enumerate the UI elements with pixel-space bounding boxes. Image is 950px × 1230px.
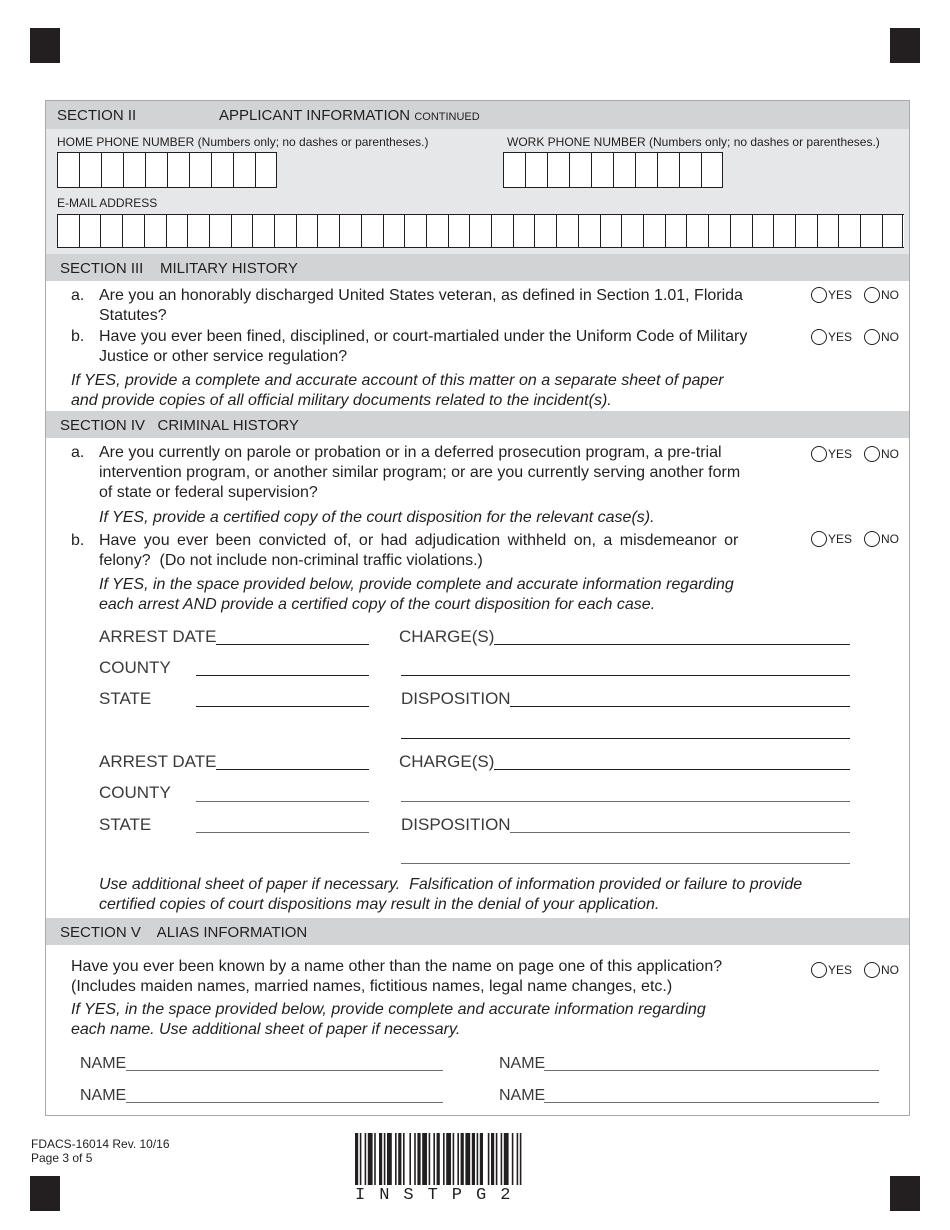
section-2-title (219, 107, 480, 124)
barcode-bar (501, 1133, 503, 1185)
state-label: STATE (99, 689, 152, 708)
barcode-bar (414, 1133, 416, 1185)
email-char-box[interactable] (752, 215, 774, 247)
question-line: Are you an honorably discharged United States veteran, as defined in Section 1.01, Florida (99, 287, 743, 304)
barcode-bar (465, 1133, 470, 1185)
barcode-bar (496, 1133, 498, 1185)
yes-radio[interactable] (811, 446, 827, 462)
no-radio[interactable] (864, 329, 880, 345)
section-4-title: SECTION IV CRIMINAL HISTORY (60, 417, 299, 434)
home-phone-boxes[interactable] (57, 152, 277, 188)
charges-label: CHARGE(S) (399, 627, 495, 646)
email-char-box[interactable] (122, 215, 144, 247)
question-line: intervention program, or another similar program; or are you currently serving another form (99, 464, 741, 481)
barcode-bar (417, 1133, 420, 1185)
name-label: NAME (499, 1087, 546, 1104)
registration-mark-bottom-left (30, 1176, 60, 1211)
barcode-bar (472, 1133, 475, 1185)
barcode-bar (437, 1133, 440, 1185)
barcode-bar (520, 1133, 522, 1185)
email-char-box[interactable] (491, 215, 513, 247)
yes-radio[interactable] (811, 329, 827, 345)
barcode-bar (395, 1133, 397, 1185)
disposition-field[interactable] (510, 832, 850, 833)
email-char-box[interactable] (556, 215, 578, 247)
email-char-box[interactable] (643, 215, 665, 247)
home-phone-label: HOME PHONE NUMBER (Numbers only; no dashes or parentheses.) (57, 135, 429, 149)
email-label: E-MAIL ADDRESS (57, 196, 158, 210)
email-char-box[interactable] (79, 215, 101, 247)
email-char-box[interactable] (686, 215, 708, 247)
barcode-bar (433, 1133, 435, 1185)
criminal-a-yes-no (811, 446, 899, 462)
email-char-box[interactable] (209, 215, 231, 247)
barcode-bar (384, 1133, 386, 1185)
email-boxes[interactable] (57, 214, 904, 248)
question-line: Have you ever been fined, disciplined, or court-martialed under the Uniform Code of Military (99, 328, 748, 345)
charges-label: CHARGE(S) (399, 752, 495, 771)
barcode-bar (365, 1133, 367, 1185)
barcode-bar (374, 1133, 376, 1185)
email-char-box[interactable] (339, 215, 361, 247)
criminal-b-note-line1: If YES, in the space provided below, provide complete and accurate information regarding (99, 576, 734, 593)
question-line: Justice or other service regulation? (99, 348, 348, 365)
barcode-bar (491, 1133, 494, 1185)
email-char-box[interactable] (469, 215, 491, 247)
yes-label: YES (828, 447, 853, 461)
question-line: Have you ever been known by a name other than the name on page one of this application? (71, 958, 723, 975)
email-char-box[interactable] (578, 215, 600, 247)
arrest-date-label: ARREST DATE (99, 627, 217, 646)
yes-label: YES (828, 963, 853, 977)
barcode-bar (387, 1133, 392, 1185)
barcode-bar (446, 1133, 451, 1185)
question-line: of state or federal supervision? (99, 484, 318, 501)
barcode-bar (422, 1133, 427, 1185)
email-char-box[interactable] (600, 215, 622, 247)
criminal-warning-line1: Use additional sheet of paper if necessary. Falsification of information provided or failure to provide (99, 876, 803, 893)
barcode (355, 1133, 577, 1185)
name-field[interactable] (544, 1070, 879, 1071)
section-5-title: SECTION V ALIAS INFORMATION (60, 924, 308, 941)
barcode-text: INSTPG2 (355, 1186, 525, 1205)
barcode-bar (477, 1133, 479, 1185)
form-id: FDACS-16014 Rev. 10/16 (31, 1137, 170, 1151)
charges-field-continued[interactable] (401, 675, 850, 676)
registration-mark-top-right (890, 28, 920, 63)
email-char-box[interactable] (621, 215, 643, 247)
no-radio[interactable] (864, 962, 880, 978)
criminal-warning-line2: certified copies of court dispositions may result in the denial of your application. (99, 896, 660, 913)
email-char-box[interactable] (426, 215, 448, 247)
question-line: (Includes maiden names, married names, fictitious names, legal name changes, etc.) (71, 978, 673, 995)
email-char-box[interactable] (296, 215, 318, 247)
name-label: NAME (80, 1055, 127, 1072)
arrest-date-label: ARREST DATE (99, 752, 217, 771)
name-field[interactable] (544, 1102, 879, 1103)
criminal-a-note: If YES, provide a certified copy of the court disposition for the relevant case(s). (99, 509, 655, 526)
barcode-bar (443, 1133, 445, 1185)
disposition-field-continued[interactable] (401, 863, 850, 864)
email-char-box[interactable] (860, 215, 882, 247)
name-label: NAME (80, 1087, 127, 1104)
county-label: COUNTY (99, 658, 171, 677)
question-letter: b. (71, 328, 85, 345)
barcode-bar (398, 1133, 401, 1185)
section-2-title-text: APPLICANT INFORMATION (219, 107, 411, 124)
barcode-bar (512, 1133, 514, 1185)
barcode-bar (355, 1133, 358, 1185)
email-char-box[interactable] (274, 215, 296, 247)
email-char-box[interactable] (773, 215, 795, 247)
email-char-box[interactable] (383, 215, 405, 247)
yes-radio[interactable] (811, 531, 827, 547)
email-char-box[interactable] (882, 215, 904, 247)
military-a-yes-no (811, 287, 899, 303)
barcode-bar (480, 1133, 483, 1185)
military-note-line1: If YES, provide a complete and accurate account of this matter on a separate sheet of paper (71, 372, 724, 389)
county-field[interactable] (196, 675, 369, 676)
barcode-bar (453, 1133, 455, 1185)
no-label: NO (881, 532, 900, 546)
yes-label: YES (828, 532, 853, 546)
question-letter: a. (71, 444, 85, 461)
email-char-box[interactable] (166, 215, 188, 247)
email-char-box[interactable] (448, 215, 470, 247)
registration-mark-top-left (30, 28, 60, 63)
email-char-box[interactable] (534, 215, 556, 247)
criminal-b-note-line2: each arrest AND provide a certified copy of the court disposition for each case. (99, 596, 656, 613)
no-radio[interactable] (864, 446, 880, 462)
question-letter: a. (71, 287, 85, 304)
application-form (45, 100, 910, 1116)
state-field[interactable] (196, 706, 369, 707)
email-char-box[interactable] (665, 215, 687, 247)
email-char-box[interactable] (144, 215, 166, 247)
alias-note-line2: each name. Use additional sheet of paper if necessary. (71, 1021, 461, 1038)
email-char-box[interactable] (404, 215, 426, 247)
barcode-bar (403, 1133, 405, 1185)
barcode-bar (379, 1133, 382, 1185)
email-char-box[interactable] (817, 215, 839, 247)
barcode-bar (360, 1133, 362, 1185)
charges-field[interactable] (494, 769, 850, 770)
disposition-field[interactable] (510, 706, 850, 707)
question-line: Have you ever been convicted of, or had adjudication withheld on, a misdemeanor or (99, 532, 739, 549)
criminal-b-yes-no (811, 531, 899, 547)
question-line: felony? (Do not include non-criminal traffic violations.) (99, 552, 483, 569)
barcode-bar (461, 1133, 464, 1185)
no-radio[interactable] (864, 287, 880, 303)
email-char-box[interactable] (57, 215, 79, 247)
barcode-bar (429, 1133, 431, 1185)
section-2-title-suffix: CONTINUED (414, 111, 480, 123)
military-b-yes-no (811, 329, 899, 345)
name-field[interactable] (126, 1070, 443, 1071)
state-label: STATE (99, 815, 152, 834)
no-label: NO (881, 330, 900, 344)
alias-yes-no (811, 962, 899, 978)
email-char-box[interactable] (795, 215, 817, 247)
county-field[interactable] (196, 801, 369, 802)
state-field[interactable] (196, 832, 369, 833)
email-char-box[interactable] (730, 215, 752, 247)
name-field[interactable] (126, 1102, 443, 1103)
yes-radio[interactable] (811, 287, 827, 303)
arrest-date-field[interactable] (216, 644, 369, 645)
barcode-bar (488, 1133, 490, 1185)
no-label: NO (881, 288, 900, 302)
barcode-bar (368, 1133, 373, 1185)
email-char-box[interactable] (361, 215, 383, 247)
arrest-date-field[interactable] (216, 769, 369, 770)
section-3-title: SECTION III MILITARY HISTORY (60, 260, 298, 277)
charges-field[interactable] (494, 644, 850, 645)
question-line: Statutes? (99, 307, 167, 324)
barcode-bar (457, 1133, 459, 1185)
section-2-label: SECTION II (57, 107, 137, 124)
no-label: NO (881, 963, 900, 977)
barcode-bar (409, 1133, 411, 1185)
yes-radio[interactable] (811, 962, 827, 978)
email-char-box[interactable] (252, 215, 274, 247)
registration-mark-bottom-right (890, 1176, 920, 1211)
email-char-box[interactable] (838, 215, 860, 247)
page-number: Page 3 of 5 (31, 1151, 93, 1165)
form-footer (31, 1137, 170, 1165)
question-letter: b. (71, 532, 85, 549)
disposition-label: DISPOSITION (401, 689, 511, 708)
email-char-box[interactable] (708, 215, 730, 247)
alias-note-line1: If YES, in the space provided below, provide complete and accurate information regarding (71, 1001, 706, 1018)
disposition-field-continued[interactable] (401, 738, 850, 739)
charges-field-continued[interactable] (401, 801, 850, 802)
email-char-box[interactable] (317, 215, 339, 247)
disposition-label: DISPOSITION (401, 815, 511, 834)
yes-label: YES (828, 330, 853, 344)
question-line: Are you currently on parole or probation or in a deferred prosecution program, a pre-trial (99, 444, 722, 461)
no-label: NO (881, 447, 900, 461)
military-note-line2: and provide copies of all official military documents related to the incident(s). (71, 392, 612, 409)
work-phone-boxes[interactable] (503, 152, 723, 188)
yes-label: YES (828, 288, 853, 302)
email-char-box[interactable] (100, 215, 122, 247)
email-char-box[interactable] (231, 215, 253, 247)
email-char-box[interactable] (513, 215, 535, 247)
barcode-bar (504, 1133, 509, 1185)
county-label: COUNTY (99, 783, 171, 802)
email-char-box[interactable] (187, 215, 209, 247)
barcode-bar (517, 1133, 519, 1185)
name-label: NAME (499, 1055, 546, 1072)
no-radio[interactable] (864, 531, 880, 547)
work-phone-label: WORK PHONE NUMBER (Numbers only; no dashes or parentheses.) (507, 135, 880, 149)
